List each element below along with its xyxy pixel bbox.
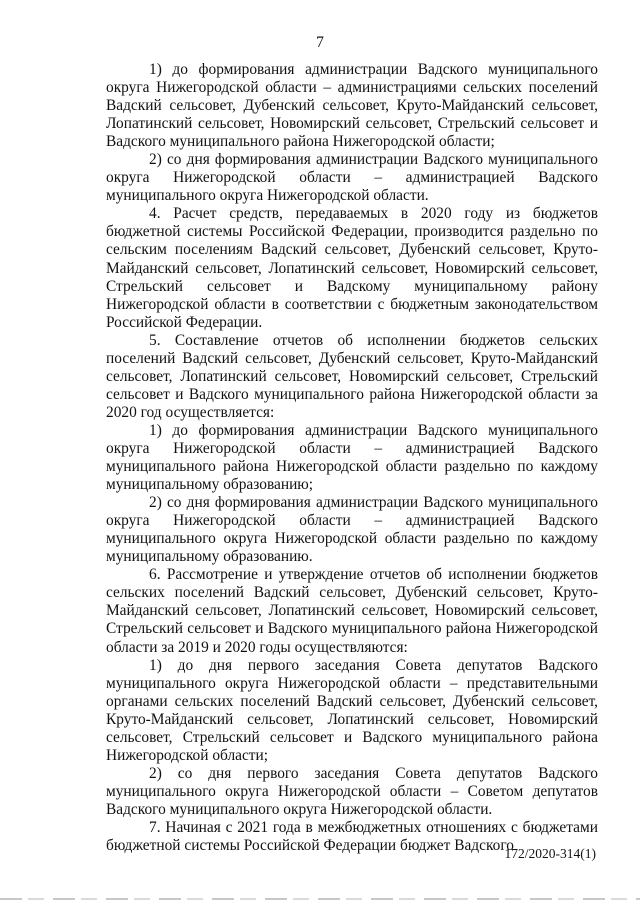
paragraph: 5. Составление отчетов об исполнении бюджетов сельских поселений Вадский сельсовет, Дубенский сельсовет, Круто-Майданский сельсовет, Лопатинский сельсовет, Новомирский сельсовет, Стрельский сельсовет и Вадского муниципального района Нижегородской области за 2020 год осуществляется: [106, 331, 598, 421]
paragraph: 2) со дня формирования администрации Вадского муниципального округа Нижегородской области – администрацией Вадского муниципального округа Нижегородской области. [106, 151, 598, 205]
document-body [106, 61, 598, 855]
paragraph: 6. Рассмотрение и утверждение отчетов об исполнении бюджетов сельских поселений Вадский сельсовет, Дубенский сельсовет, Круто-Майданский сельсовет, Лопатинский сельсовет, Новомирский сельсовет, Стрельский сельсовет и Вадского муниципального района Нижегородской области за 2019 и 2020 годы осуществляются: [106, 566, 598, 656]
document-code: 172/2020-314(1) [504, 846, 596, 861]
paragraph: 1) до дня первого заседания Совета депутатов Вадского муниципального округа Нижегородской области – представительными органами сельских поселений Вадский сельсовет, Дубенский сельсовет, Круто-Майданский сельсовет, Лопатинский сельсовет, Новомирский сельсовет, Стрельский сельсовет и Вадского муниципального района Нижегородской области; [106, 656, 598, 764]
paragraph: 2) со дня первого заседания Совета депутатов Вадского муниципального округа Нижегородской области – Советом депутатов Вадского муниципального округа Нижегородской области. [106, 764, 598, 818]
paragraph: 1) до формирования администрации Вадского муниципального округа Нижегородской области – администрациями сельских поселений Вадский сельсовет, Дубенский сельсовет, Круто-Майданский сельсовет, Лопатинский сельсовет, Новомирский сельсовет, Стрельский сельсовет и Вадского муниципального района Нижегородской области; [106, 61, 598, 151]
page-number: 7 [316, 34, 324, 51]
paragraph: 2) со дня формирования администрации Вадского муниципального округа Нижегородской области – администрацией Вадского муниципального округа Нижегородской области раздельно по каждому муниципальному образованию. [106, 494, 598, 566]
paragraph: 4. Расчет средств, передаваемых в 2020 году из бюджетов бюджетной системы Российской Федерации, производится раздельно по сельским поселениям Вадский сельсовет, Дубенский сельсовет, Круто-Майданский сельсовет, Лопатинский сельсовет, Новомирский сельсовет, Стрельский сельсовет и Вадскому муниципальному району Нижегородской области в соответствии с бюджетным законодательством Российской Федерации. [106, 205, 598, 331]
scan-edge-divider [0, 898, 640, 900]
paragraph: 1) до формирования администрации Вадского муниципального округа Нижегородской области – администрацией Вадского муниципального района Нижегородской области раздельно по каждому муниципальному образованию; [106, 421, 598, 494]
paragraph: 7. Начиная с 2021 года в межбюджетных отношениях с бюджетами бюджетной системы Российской Федерации бюджет Вадского [106, 818, 598, 855]
